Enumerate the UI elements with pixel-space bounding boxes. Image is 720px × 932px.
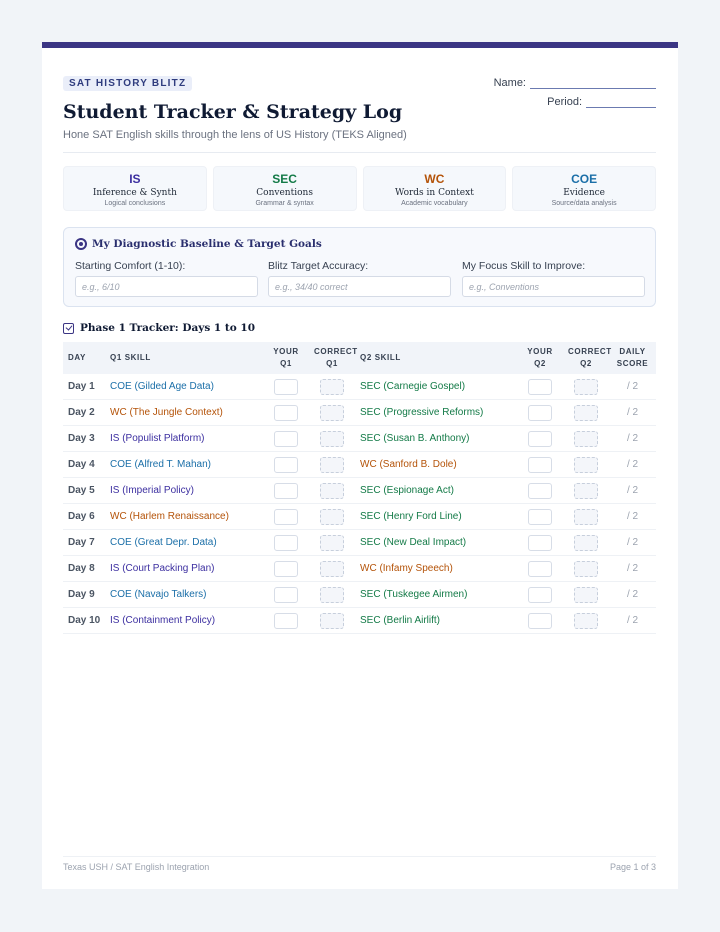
q2-skill: SEC (Carnegie Gospel) [355, 374, 517, 400]
your-q2-box[interactable] [528, 613, 552, 629]
q1-skill: COE (Great Depr. Data) [105, 530, 263, 556]
correct-q1-cell [309, 504, 355, 530]
correct-q1-box[interactable] [320, 509, 344, 525]
daily-score: / 2 [609, 426, 656, 452]
q1-skill: WC (The Jungle Context) [105, 400, 263, 426]
q2-skill: SEC (Progressive Reforms) [355, 400, 517, 426]
correct-q1-cell [309, 530, 355, 556]
your-q1-cell [263, 582, 309, 608]
correct-q2-box[interactable] [574, 587, 598, 603]
q1-skill: COE (Alfred T. Mahan) [105, 452, 263, 478]
focus-skill-label: My Focus Skill to Improve: [462, 260, 586, 272]
your-q1-cell [263, 452, 309, 478]
page-footer [63, 856, 656, 872]
daily-score: / 2 [609, 374, 656, 400]
correct-q2-box[interactable] [574, 379, 598, 395]
day-label: Day 1 [63, 374, 105, 400]
correct-q2-box[interactable] [574, 509, 598, 525]
your-q1-cell [263, 556, 309, 582]
your-q1-box[interactable] [274, 405, 298, 421]
correct-q1-cell [309, 582, 355, 608]
your-q2-cell [517, 426, 563, 452]
header-divider [63, 152, 656, 153]
tracker-body [63, 374, 656, 634]
correct-q2-cell [563, 478, 609, 504]
daily-score: / 2 [609, 452, 656, 478]
correct-q2-cell [563, 504, 609, 530]
correct-q2-cell [563, 374, 609, 400]
focus-skill-input[interactable] [462, 276, 645, 297]
skill-code: WC [424, 172, 445, 186]
q2-skill: SEC (Susan B. Anthony) [355, 426, 517, 452]
your-q2-box[interactable] [528, 535, 552, 551]
your-q2-cell [517, 504, 563, 530]
page-title: Student Tracker & Strategy Log [63, 101, 403, 123]
q2-skill: SEC (Berlin Airlift) [355, 608, 517, 634]
skill-name: Conventions [256, 188, 313, 198]
page-number: Page 1 of 3 [609, 862, 656, 872]
column-header-your-q2: YOUR Q2 [517, 342, 563, 374]
correct-q2-cell [563, 582, 609, 608]
correct-q1-cell [309, 452, 355, 478]
skill-code: IS [129, 172, 141, 186]
your-q1-cell [263, 608, 309, 634]
your-q2-box[interactable] [528, 587, 552, 603]
correct-q1-cell [309, 608, 355, 634]
q1-skill: IS (Populist Platform) [105, 426, 263, 452]
correct-q2-cell [563, 608, 609, 634]
your-q1-box[interactable] [274, 535, 298, 551]
correct-q2-box[interactable] [574, 535, 598, 551]
correct-q2-cell [563, 400, 609, 426]
q2-skill: WC (Sanford B. Dole) [355, 452, 517, 478]
correct-q2-cell [563, 556, 609, 582]
your-q2-box[interactable] [528, 509, 552, 525]
your-q2-box[interactable] [528, 561, 552, 577]
q2-skill: WC (Infamy Speech) [355, 556, 517, 582]
daily-score: / 2 [609, 400, 656, 426]
skill-card-wc [363, 166, 507, 211]
correct-q2-box[interactable] [574, 457, 598, 473]
name-line[interactable] [530, 78, 656, 89]
column-header-daily-score: DAILY SCORE [609, 342, 656, 374]
your-q2-cell [517, 582, 563, 608]
your-q1-box[interactable] [274, 457, 298, 473]
day-label: Day 9 [63, 582, 105, 608]
correct-q2-box[interactable] [574, 431, 598, 447]
tracker-title: Phase 1 Tracker: Days 1 to 10 [80, 322, 255, 334]
your-q1-box[interactable] [274, 379, 298, 395]
program-badge: SAT HISTORY BLITZ [63, 76, 192, 91]
your-q2-box[interactable] [528, 405, 552, 421]
correct-q2-cell [563, 530, 609, 556]
your-q2-cell [517, 530, 563, 556]
column-header-day: DAY [63, 342, 105, 374]
your-q2-box[interactable] [528, 457, 552, 473]
table-row [63, 582, 656, 608]
correct-q1-box[interactable] [320, 431, 344, 447]
day-label: Day 2 [63, 400, 105, 426]
period-field[interactable] [547, 96, 656, 108]
column-header-correct-q2: CORRECT Q2 [563, 342, 609, 374]
correct-q1-box[interactable] [320, 457, 344, 473]
skill-card-coe [512, 166, 656, 211]
skill-name: Inference & Synth [92, 188, 177, 198]
column-header-q1-skill: Q1 SKILL [105, 342, 263, 374]
starting-comfort-label: Starting Comfort (1-10): [75, 260, 186, 272]
correct-q2-box[interactable] [574, 483, 598, 499]
day-label: Day 8 [63, 556, 105, 582]
correct-q1-cell [309, 556, 355, 582]
your-q2-cell [517, 400, 563, 426]
day-label: Day 10 [63, 608, 105, 634]
daily-score: / 2 [609, 556, 656, 582]
focus-skill-field [462, 260, 645, 297]
skill-code: COE [571, 172, 598, 186]
skill-card-sec [213, 166, 357, 211]
table-row [63, 556, 656, 582]
your-q2-cell [517, 478, 563, 504]
table-header-row [63, 342, 656, 374]
skill-description: Academic vocabulary [401, 200, 468, 207]
daily-score: / 2 [609, 608, 656, 634]
table-row [63, 400, 656, 426]
correct-q1-cell [309, 426, 355, 452]
q1-skill: IS (Imperial Policy) [105, 478, 263, 504]
diagnostic-header [75, 238, 322, 250]
day-label: Day 5 [63, 478, 105, 504]
q2-skill: SEC (Tuskegee Airmen) [355, 582, 517, 608]
starting-comfort-input[interactable] [75, 276, 258, 297]
checkbox-icon [63, 323, 74, 334]
target-accuracy-label: Blitz Target Accuracy: [268, 260, 369, 272]
target-icon [75, 238, 87, 250]
day-label: Day 7 [63, 530, 105, 556]
correct-q2-cell [563, 426, 609, 452]
skill-description: Grammar & syntax [255, 200, 314, 207]
correct-q2-cell [563, 452, 609, 478]
correct-q1-box[interactable] [320, 483, 344, 499]
correct-q1-box[interactable] [320, 535, 344, 551]
correct-q1-box[interactable] [320, 379, 344, 395]
correct-q1-cell [309, 478, 355, 504]
column-header-your-q1: YOUR Q1 [263, 342, 309, 374]
correct-q1-box[interactable] [320, 613, 344, 629]
your-q1-cell [263, 478, 309, 504]
correct-q1-cell [309, 400, 355, 426]
name-label: Name: [493, 77, 526, 89]
footer-course: Texas USH / SAT English Integration [63, 862, 210, 872]
column-header-q2-skill: Q2 SKILL [355, 342, 517, 374]
day-label: Day 3 [63, 426, 105, 452]
table-row [63, 478, 656, 504]
table-row [63, 504, 656, 530]
q1-skill: COE (Gilded Age Data) [105, 374, 263, 400]
your-q2-box[interactable] [528, 431, 552, 447]
skill-card-is [63, 166, 207, 211]
daily-score: / 2 [609, 504, 656, 530]
table-row [63, 452, 656, 478]
your-q1-box[interactable] [274, 561, 298, 577]
skill-description: Source/data analysis [551, 200, 617, 207]
your-q2-cell [517, 608, 563, 634]
target-accuracy-input[interactable] [268, 276, 451, 297]
table-row [63, 608, 656, 634]
target-accuracy-field [268, 260, 451, 297]
correct-q1-box[interactable] [320, 587, 344, 603]
starting-comfort-field [75, 260, 258, 297]
q2-skill: SEC (Henry Ford Line) [355, 504, 517, 530]
table-row [63, 374, 656, 400]
your-q1-box[interactable] [274, 587, 298, 603]
name-field[interactable] [494, 77, 656, 89]
daily-score: / 2 [609, 530, 656, 556]
your-q1-cell [263, 374, 309, 400]
your-q1-box[interactable] [274, 431, 298, 447]
tracker-header [63, 322, 255, 334]
q1-skill: IS (Court Packing Plan) [105, 556, 263, 582]
worksheet-page [42, 42, 678, 889]
correct-q2-box[interactable] [574, 405, 598, 421]
correct-q1-cell [309, 374, 355, 400]
your-q1-box[interactable] [274, 483, 298, 499]
q1-skill: COE (Navajo Talkers) [105, 582, 263, 608]
your-q2-box[interactable] [528, 379, 552, 395]
skill-name: Words in Context [394, 188, 474, 198]
column-header-correct-q1: CORRECT Q1 [309, 342, 355, 374]
your-q1-cell [263, 400, 309, 426]
correct-q2-box[interactable] [574, 561, 598, 577]
page-subtitle: Hone SAT English skills through the lens of US History (TEKS Aligned) [63, 129, 407, 141]
your-q2-cell [517, 452, 563, 478]
your-q1-cell [263, 426, 309, 452]
correct-q2-box[interactable] [574, 613, 598, 629]
diagnostic-title: My Diagnostic Baseline & Target Goals [92, 238, 322, 250]
q2-skill: SEC (Espionage Act) [355, 478, 517, 504]
your-q1-box[interactable] [274, 613, 298, 629]
table-row [63, 530, 656, 556]
your-q1-box[interactable] [274, 509, 298, 525]
period-label: Period: [547, 96, 582, 108]
period-line[interactable] [586, 97, 656, 108]
skill-legend [63, 166, 656, 211]
your-q2-box[interactable] [528, 483, 552, 499]
daily-score: / 2 [609, 582, 656, 608]
your-q1-cell [263, 504, 309, 530]
day-label: Day 6 [63, 504, 105, 530]
skill-description: Logical conclusions [104, 200, 166, 207]
table-row [63, 426, 656, 452]
q1-skill: IS (Containment Policy) [105, 608, 263, 634]
q2-skill: SEC (New Deal Impact) [355, 530, 517, 556]
correct-q1-box[interactable] [320, 561, 344, 577]
your-q1-cell [263, 530, 309, 556]
skill-code: SEC [272, 172, 297, 186]
your-q2-cell [517, 374, 563, 400]
diagnostic-panel [63, 227, 656, 307]
your-q2-cell [517, 556, 563, 582]
day-label: Day 4 [63, 452, 105, 478]
tracker-table [63, 342, 656, 634]
q1-skill: WC (Harlem Renaissance) [105, 504, 263, 530]
correct-q1-box[interactable] [320, 405, 344, 421]
daily-score: / 2 [609, 478, 656, 504]
skill-name: Evidence [563, 188, 606, 198]
